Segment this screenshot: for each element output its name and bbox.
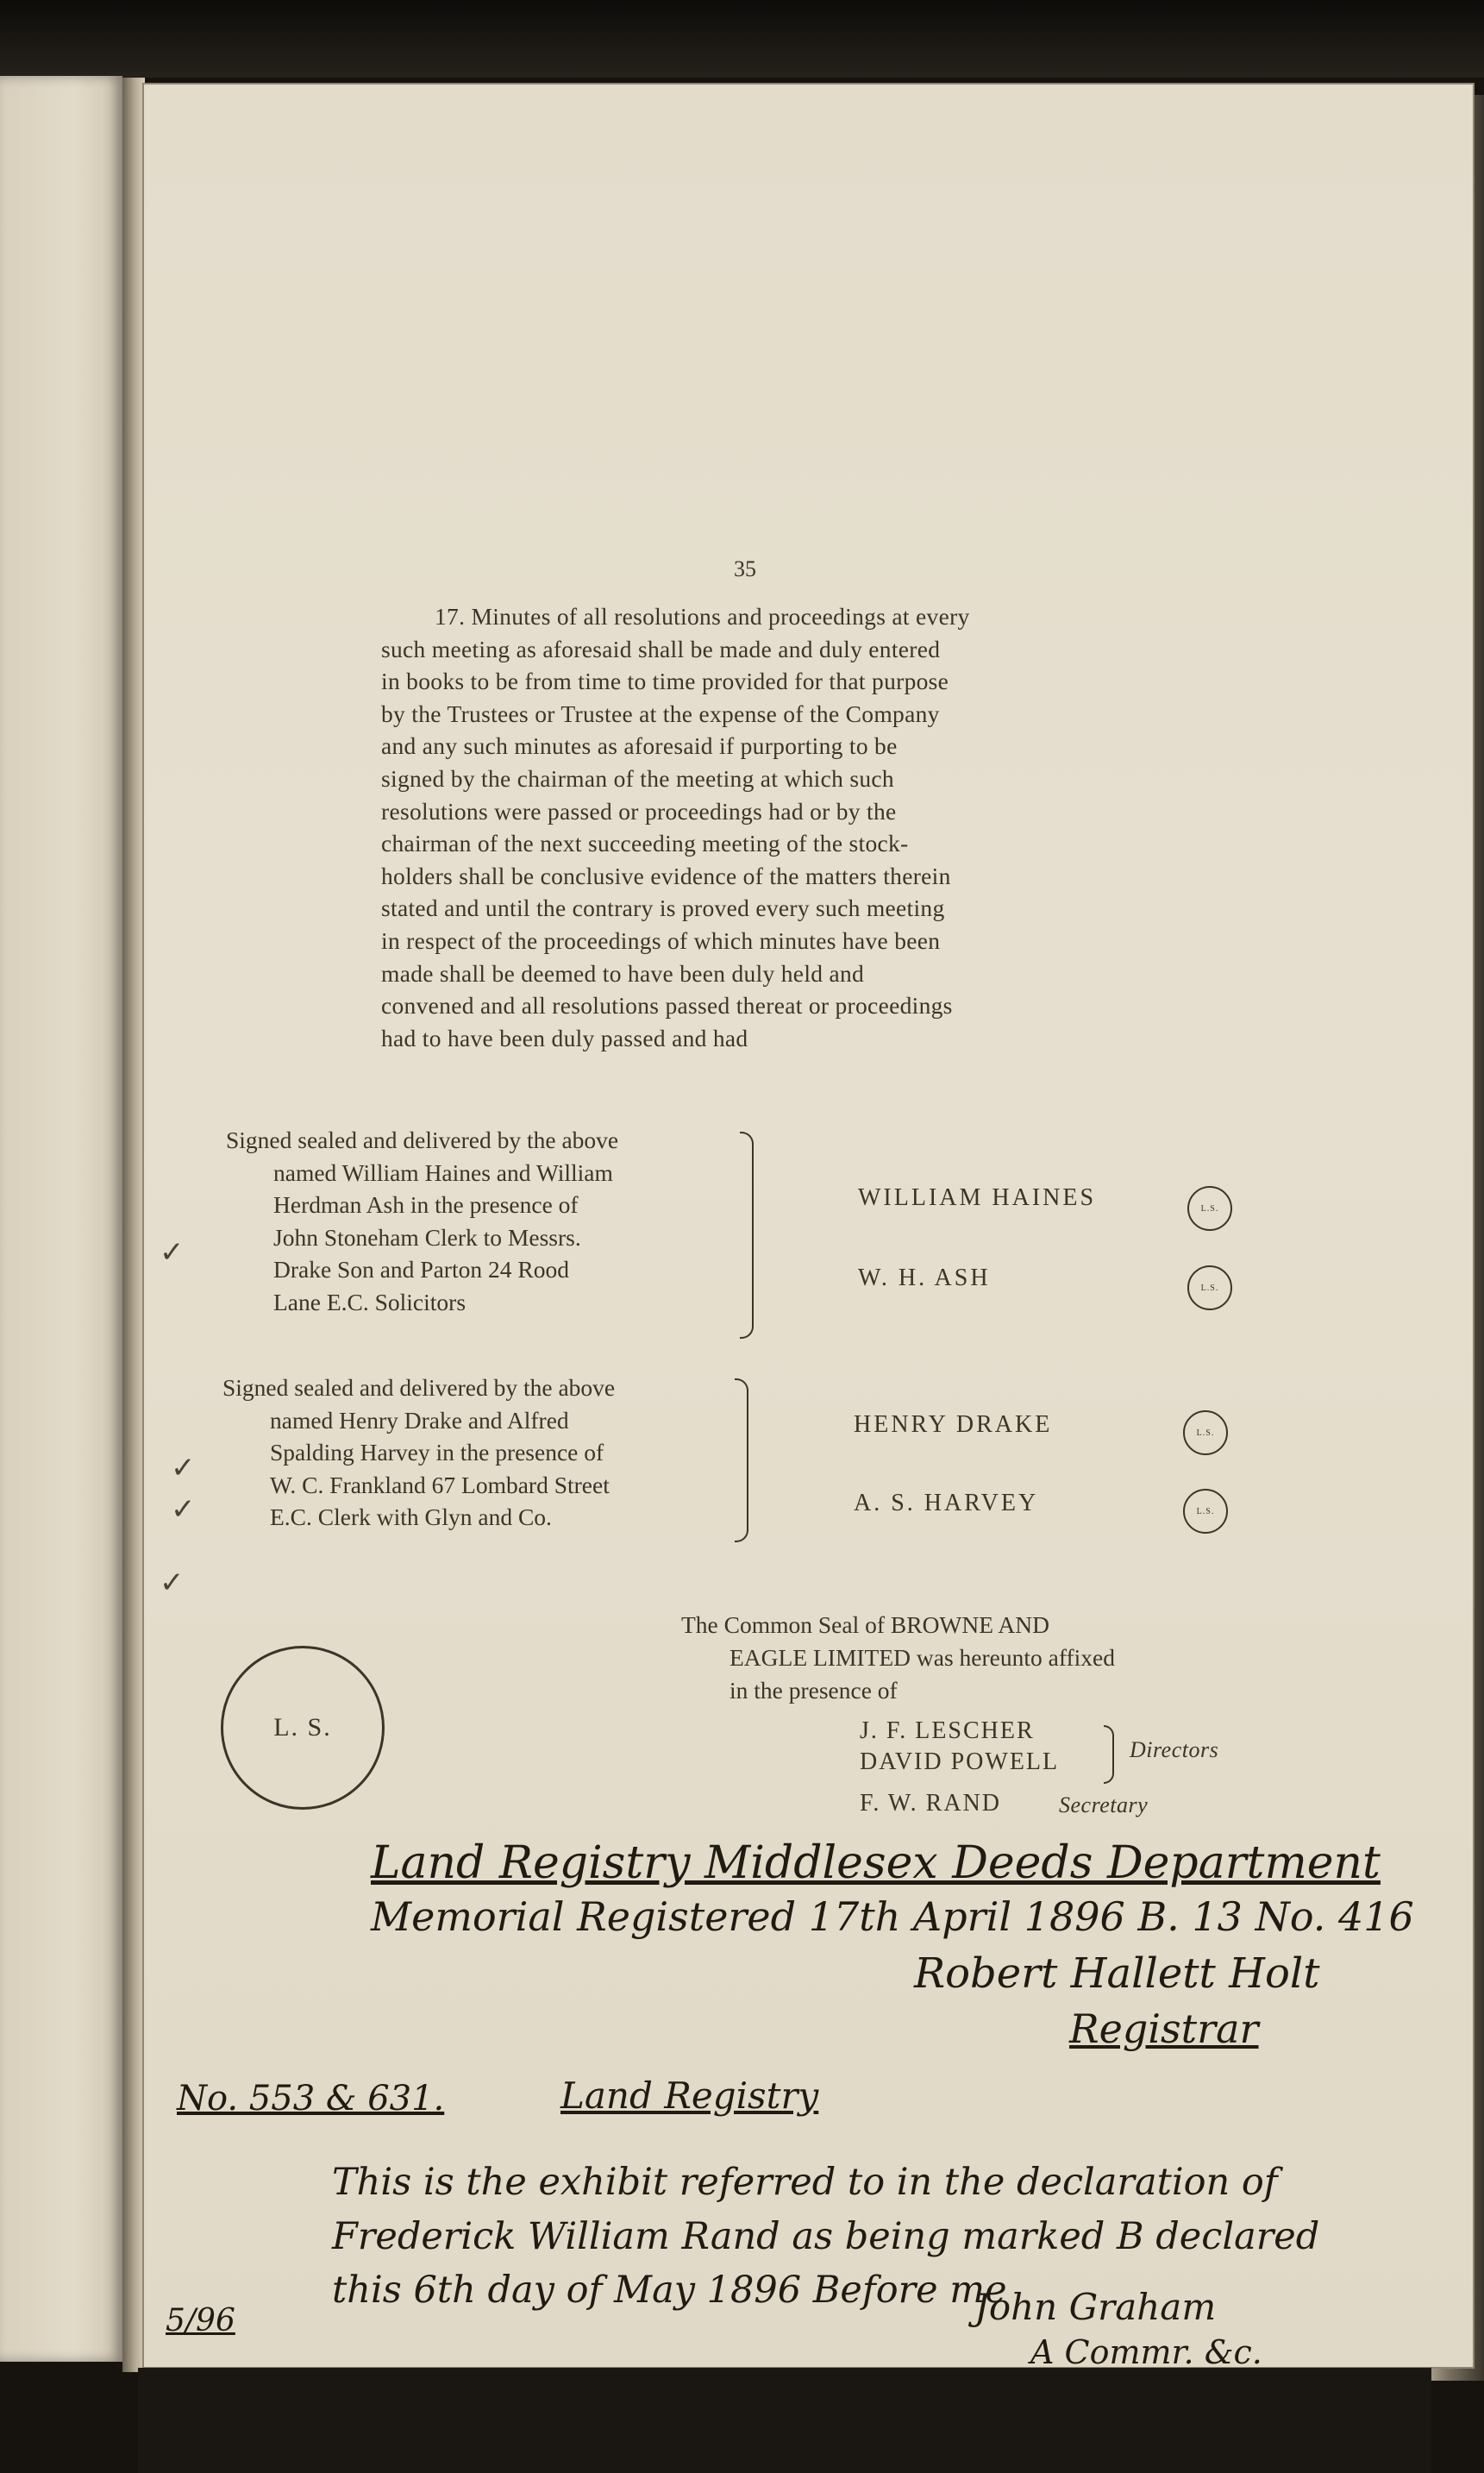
registrar-signature: Robert Hallett Holt bbox=[914, 1949, 1320, 1998]
director-name: J. F. LESCHER bbox=[860, 1717, 1035, 1744]
land-registry-heading: Land Registry bbox=[560, 2074, 819, 2117]
secretary-label: Secretary bbox=[1059, 1792, 1149, 1817]
attestation-line: Signed sealed and delivered by the above bbox=[222, 1374, 616, 1401]
paragraph-line: signed by the chairman of the meeting at which such bbox=[381, 764, 894, 792]
attestation-line: named William Haines and William bbox=[273, 1158, 613, 1186]
seal-mark: L.S. bbox=[1183, 1489, 1228, 1534]
directors-brace bbox=[1104, 1725, 1114, 1784]
signatory-name: WILLIAM HAINES bbox=[858, 1184, 1097, 1211]
signatory-name: W. H. ASH bbox=[858, 1265, 991, 1291]
seal-mark: L.S. bbox=[1183, 1410, 1228, 1455]
paragraph-line: in books to be from time to time provided for that purpose bbox=[381, 668, 949, 695]
registry-endorsement-line2: Memorial Registered 17th April 1896 B. 13 No. 416 bbox=[371, 1893, 1414, 1940]
seal-line: The Common Seal of BROWNE AND bbox=[681, 1611, 1049, 1638]
book-binding bbox=[0, 0, 1484, 78]
director-name: DAVID POWELL bbox=[860, 1748, 1060, 1775]
margin-tick-mark: ✓ bbox=[171, 1451, 196, 1485]
paragraph-line: holders shall be conclusive evidence of the matters therein bbox=[381, 862, 951, 889]
seal-mark: L.S. bbox=[1187, 1186, 1232, 1231]
paragraph-line: stated and until the contrary is proved every such meeting bbox=[381, 894, 945, 922]
attestation-clause-1 bbox=[226, 1124, 618, 1318]
company-seal-circle: L. S. bbox=[221, 1646, 385, 1810]
margin-tick-mark: ✓ bbox=[171, 1492, 196, 1527]
paragraph-line: such meeting as aforesaid shall be made and duly entered bbox=[381, 635, 941, 662]
page-number: 35 bbox=[734, 556, 756, 581]
paragraph-line: by the Trustees or Trustee at the expense of the Company bbox=[381, 700, 940, 727]
seal-line: in the presence of bbox=[729, 1677, 898, 1704]
exhibit-line1: This is the exhibit referred to in the declaration of bbox=[332, 2161, 1278, 2204]
paragraph-line: convened and all resolutions passed thereat or proceedings bbox=[381, 992, 953, 1020]
common-seal-clause bbox=[681, 1609, 1115, 1707]
seal-mark: L.S. bbox=[1187, 1265, 1232, 1310]
registry-endorsement-line1: Land Registry Middlesex Deeds Department bbox=[371, 1837, 1381, 1889]
exhibit-line2: Frederick William Rand as being marked B declared bbox=[332, 2215, 1320, 2258]
attestation-line: John Stoneham Clerk to Messrs. bbox=[273, 1223, 581, 1251]
attestation-line: Drake Son and Parton 24 Rood bbox=[273, 1256, 569, 1283]
secretary-name: F. W. RAND bbox=[860, 1790, 1002, 1817]
paragraph-line: 17. Minutes of all resolutions and proceedings at every bbox=[435, 603, 970, 630]
brace-2 bbox=[735, 1378, 748, 1542]
directors-label: Directors bbox=[1130, 1737, 1219, 1762]
margin-tick-mark: ✓ bbox=[160, 1235, 185, 1270]
minutes-paragraph bbox=[381, 600, 1105, 1054]
seal-line: EAGLE LIMITED was hereunto affixed bbox=[729, 1644, 1115, 1671]
paragraph-line: chairman of the next succeeding meeting of the stock- bbox=[381, 830, 909, 857]
paragraph-line: had to have been duly passed and had bbox=[381, 1024, 748, 1051]
paragraph-line: in respect of the proceedings of which minutes have been bbox=[381, 926, 941, 954]
deed-number: No. 553 & 631. bbox=[177, 2079, 445, 2118]
paragraph-line: and any such minutes as aforesaid if purporting to be bbox=[381, 732, 898, 760]
registrar-title: Registrar bbox=[1069, 2005, 1259, 2052]
attestation-line: Lane E.C. Solicitors bbox=[273, 1288, 466, 1315]
attestation-clause-2 bbox=[222, 1371, 615, 1534]
brace-1 bbox=[740, 1132, 754, 1339]
attestation-line: Signed sealed and delivered by the above bbox=[226, 1127, 619, 1153]
attestation-line: Herdman Ash in the presence of bbox=[273, 1191, 579, 1218]
commissioner-signature: John Graham bbox=[974, 2286, 1217, 2328]
commissioner-title: A Commr. &c. bbox=[1030, 2333, 1262, 2371]
attestation-line: Spalding Harvey in the presence of bbox=[270, 1439, 604, 1466]
signatory-name: A. S. HARVEY bbox=[854, 1490, 1039, 1516]
paragraph-line: made shall be deemed to have been duly held and bbox=[381, 959, 865, 987]
attestation-line: E.C. Clerk with Glyn and Co. bbox=[270, 1503, 552, 1530]
page-bottom-shadow bbox=[138, 2368, 1431, 2473]
margin-fraction: 5/96 bbox=[166, 2303, 235, 2338]
attestation-line: named Henry Drake and Alfred bbox=[270, 1406, 569, 1434]
signatory-name: HENRY DRAKE bbox=[854, 1411, 1053, 1438]
facing-page-left bbox=[0, 76, 122, 2362]
attestation-line: W. C. Frankland 67 Lombard Street bbox=[270, 1471, 610, 1498]
paragraph-line: resolutions were passed or proceedings had or by the bbox=[381, 797, 897, 825]
margin-tick-mark: ✓ bbox=[160, 1566, 185, 1600]
exhibit-line3: this 6th day of May 1896 Before me bbox=[332, 2269, 1007, 2312]
